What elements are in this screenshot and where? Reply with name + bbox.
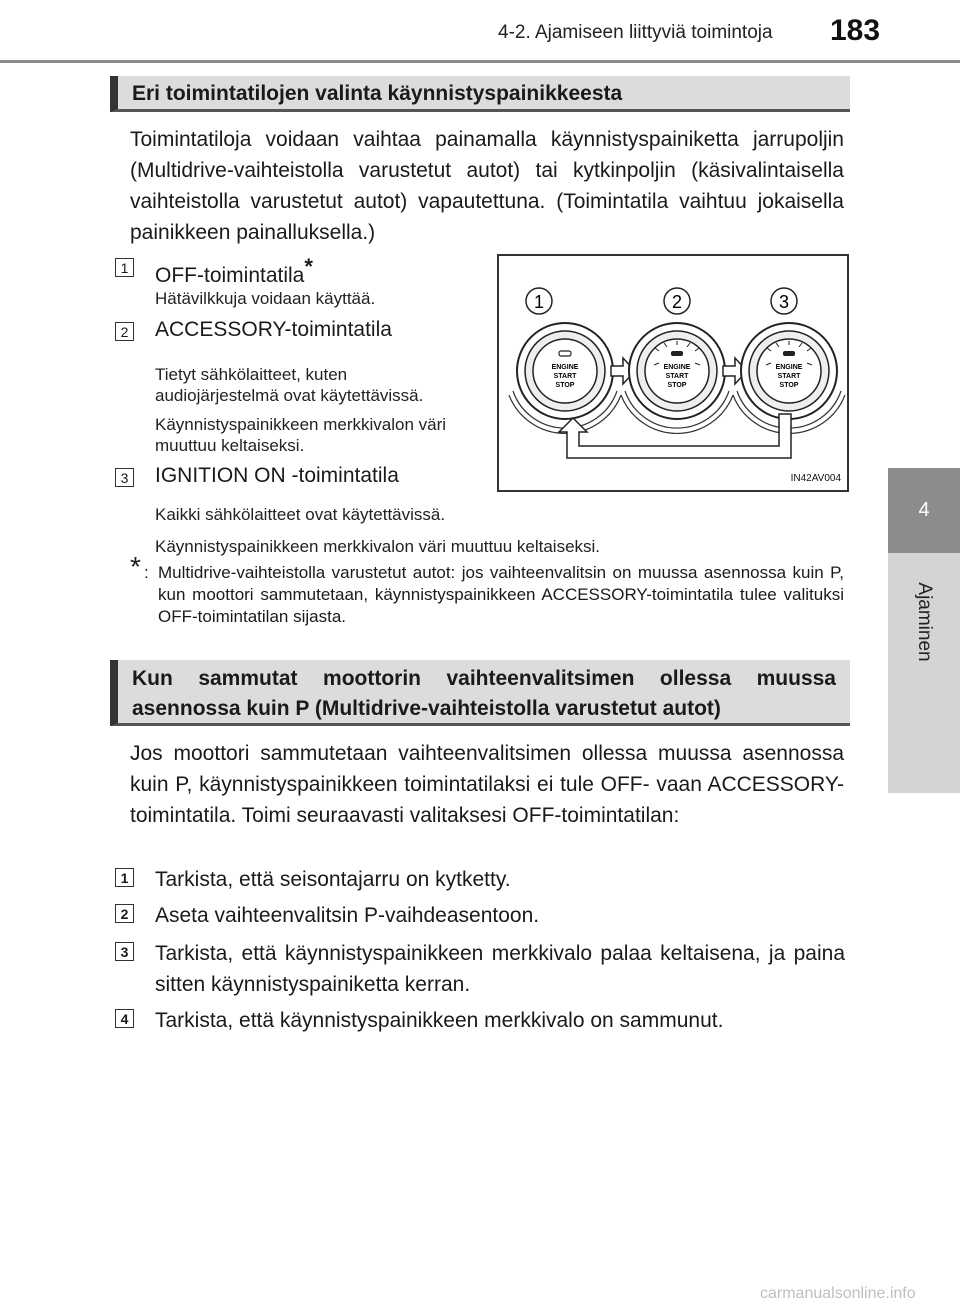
footnote xyxy=(130,551,844,628)
figure-label-2: 2 xyxy=(671,292,683,312)
step-number-4: 4 xyxy=(115,1009,134,1028)
section-intro-engine-off: Jos moottori sammutetaan vaihteenvalitsimen ollessa muussa asennossa kuin P, käynnistyspainikkeen toimintatilaksi ei tule OFF- vaan ACCESSORY-toimintatila. Toimi seuraavasti valitaksesi OFF-toimintatilan: xyxy=(130,742,844,827)
mode-desc-ignition-1: Kaikki sähkölaitteet ovat käytettävissä. xyxy=(155,505,446,524)
footnote-text: Multidrive-vaihteistolla varustetut autot: jos vaihteenvalitsin on muussa asennossa kuin P, kun moottori sammutetaan, käynnistyspainikkeen ACCESSORY-toimintatila tulee valituksi OFF-toimintatilan sijasta. xyxy=(158,563,844,626)
step-text-1: Tarkista, että seisontajarru on kytketty. xyxy=(155,868,511,891)
svg-text:START: START xyxy=(665,373,689,380)
footnote-colon: : xyxy=(144,563,149,582)
mode-desc-accessory-2: Käynnistyspainikkeen merkkivalon väri muuttuu keltaiseksi. xyxy=(155,415,447,455)
start-button-figure xyxy=(497,254,849,492)
svg-text:START: START xyxy=(777,373,801,380)
svg-text:START: START xyxy=(553,373,577,380)
running-header-section: 4-2. Ajamiseen liittyviä toimintoja xyxy=(498,22,773,43)
mode-title-accessory: ACCESSORY-toimintatila xyxy=(155,318,392,341)
svg-text:ENGINE: ENGINE xyxy=(551,364,579,371)
chapter-tab-number xyxy=(888,468,960,553)
step-text-4: Tarkista, että käynnistyspainikkeen merkkivalo on sammunut. xyxy=(155,1009,724,1032)
mode-desc-ignition-2: Käynnistyspainikkeen merkkivalon väri muuttuu keltaiseksi. xyxy=(155,537,601,556)
figure-label-3: 3 xyxy=(778,292,790,312)
step-number-3: 3 xyxy=(115,942,134,961)
svg-text:STOP: STOP xyxy=(779,382,799,389)
watermark: carmanualsonline.info xyxy=(760,1285,916,1302)
mode-title-off-text: OFF-toimintatila xyxy=(155,264,305,287)
mode-title-off xyxy=(155,254,313,288)
header-divider xyxy=(0,60,960,63)
mode-number-2: 2 xyxy=(115,322,134,341)
start-button-diagram xyxy=(499,256,847,490)
svg-text:ENGINE: ENGINE xyxy=(775,364,803,371)
step-text-3: Tarkista, että käynnistyspainikkeen merkkivalo palaa keltaisena, ja paina sitten käynnistyspainiketta kerran. xyxy=(155,942,845,996)
mode-number-1: 1 xyxy=(115,258,134,277)
step-text-2: Aseta vaihteenvalitsin P-vaihdeasentoon. xyxy=(155,904,540,927)
section-intro-modes: Toimintatiloja voidaan vaihtaa painamalla käynnistyspainiketta jarrupoljin (Multidrive-vaihteistolla varustetut autot) tai kytkinpoljin (käsivalintaisella vaihteistolla varustetut autot) vapautettuna. (Toimintatila vaihtuu jokaisella painikkeen painalluksella.) xyxy=(130,128,844,244)
chapter-title: Ajaminen xyxy=(914,582,935,662)
chapter-tab-label xyxy=(888,553,960,793)
section-heading-engine-off: Kun sammutat moottorin vaihteenvalitsimen ollessa muussa asennossa kuin P (Multidrive-vaihteistolla varustetut autot) xyxy=(110,660,850,726)
footnote-asterisk: * xyxy=(130,551,141,582)
figure-code: IN42AV004 xyxy=(790,473,841,484)
step-number-1: 1 xyxy=(115,868,134,887)
start-button-off xyxy=(509,323,621,433)
mode-title-ignition: IGNITION ON -toimintatila xyxy=(155,464,399,487)
step-number-2: 2 xyxy=(115,904,134,923)
mode-title-off-asterisk: * xyxy=(304,254,313,279)
page-number: 183 xyxy=(830,14,881,47)
mode-desc-accessory-1: Tietyt sähkölaitteet, kuten audiojärjestelmä ovat käytettävissä. xyxy=(155,365,424,405)
start-button-accessory xyxy=(621,323,733,433)
mode-number-3: 3 xyxy=(115,468,134,487)
svg-text:ENGINE: ENGINE xyxy=(663,364,691,371)
figure-label-1: 1 xyxy=(533,292,545,312)
chapter-number: 4 xyxy=(918,499,930,521)
svg-text:STOP: STOP xyxy=(667,382,687,389)
mode-desc-off: Hätävilkkuja voidaan käyttää. xyxy=(155,289,376,308)
section-heading-modes: Eri toimintatilojen valinta käynnistyspainikkeesta xyxy=(110,76,850,112)
svg-text:STOP: STOP xyxy=(555,382,575,389)
